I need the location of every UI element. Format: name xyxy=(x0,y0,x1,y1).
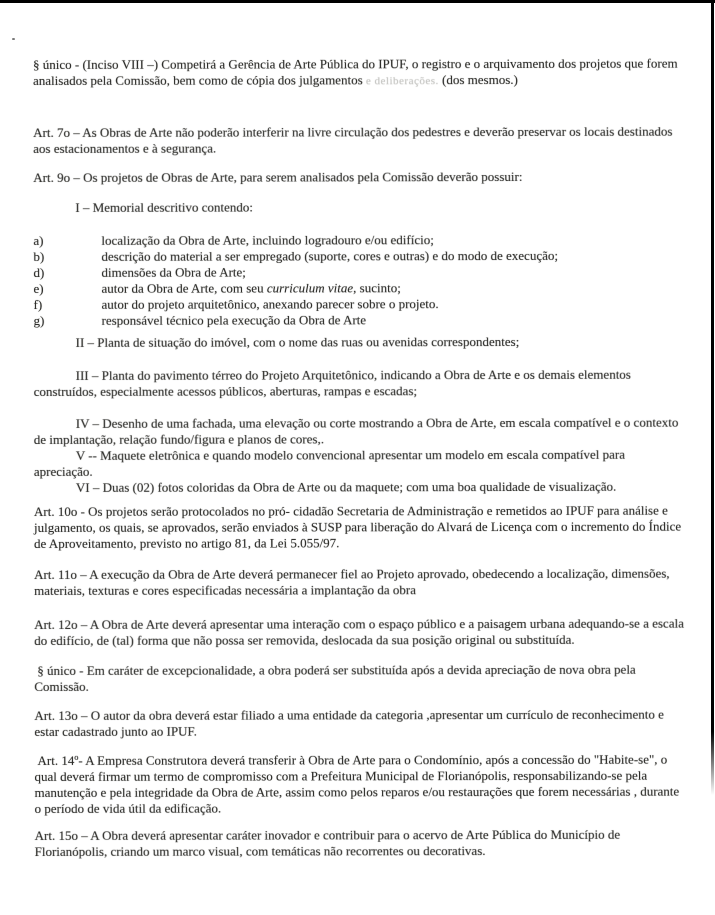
list-item-label: a) xyxy=(33,232,44,248)
paragraph-art-12: Art. 12o – A Obra de Arte deverá apresentar uma interação com o espaço público e a paisagem urbana adequando-se a escala do edifício, de (tal) forma que não possa ser removida, deslocada da sua posição original ou substituída. xyxy=(34,615,684,648)
list-item-a xyxy=(33,232,685,249)
list-item-g xyxy=(34,312,686,329)
scan-artifact-speck xyxy=(12,38,15,40)
list-item-text: autor do projeto arquitetônico, anexando parecer sobre o projeto. xyxy=(101,296,439,312)
paragraph-art-9: Art. 9o – Os projetos de Obras de Arte, para serem analisados pela Comissão deverão possuir: xyxy=(33,168,523,185)
scan-artifact-right-border xyxy=(711,0,714,795)
paragraph-text: (dos mesmos.) xyxy=(438,71,518,88)
list-item-label: g) xyxy=(33,312,45,328)
curriculum-vitae-italic: curriculum vitae xyxy=(266,280,354,296)
inciso-vi-fotos: VI – Duas (02) fotos coloridas da Obra de Arte ou da maquete; com uma boa qualidade de visualização. xyxy=(75,478,617,495)
scan-artifact-top-border xyxy=(0,0,715,3)
inciso-ii-planta-situacao: II – Planta de situação do imóvel, com o nome das ruas ou avenidas correspondentes; xyxy=(75,333,520,350)
list-item-label: b) xyxy=(33,248,45,264)
list-item-label: f) xyxy=(33,296,43,312)
memorial-item-list xyxy=(33,232,685,329)
faded-annotation: e deliberações. xyxy=(365,75,439,88)
paragraph-text: § único - (Inciso VIII –) Competirá a Gerência de Arte Pública do IPUF, o registro e o arquivamento dos projetos que forem analisados pela Comissão, bem como de cópia dos julgamentos xyxy=(33,55,678,88)
paragraph-art-13: Art. 13o – O autor da obra deverá estar filiado a uma entidade da categoria ,apresentar um currículo de reconhecimento e estar cadastrado junto ao IPUF. xyxy=(34,706,664,739)
list-item-text: dimensões da Obra de Arte; xyxy=(101,264,246,280)
list-item-d xyxy=(33,264,685,281)
list-item-text-pre: autor da Obra de Arte, com seu xyxy=(101,280,267,296)
list-item-b xyxy=(33,248,685,265)
list-item-f xyxy=(34,296,686,313)
paragraph-art-10: Art. 10o - Os projetos serão protocolados no pró- cidadão Secretaria de Administração e remetidos ao IPUF para análise e julgamento, os quais, se aprovados, serão enviados à SUSP para liberação do Alvará de Licença com o incremento do Índice de Aproveitamento, previsto no artigo 81, da Lei 5.055/97. xyxy=(33,502,682,551)
inciso-iii-planta-pavimento: III – Planta do pavimento térreo do Projeto Arquitetônico, indicando a Obra de Arte e os demais elementos construídos, especialmente acessos públicos, aberturas, rampas e escadas; xyxy=(33,366,631,399)
document-text-body xyxy=(33,56,687,860)
list-item-text: descrição do material a ser empregado (suporte, cores e outras) e do modo de execução; xyxy=(101,247,559,264)
inciso-v-maquete: V -- Maquete eletrônica e quando modelo convencional apresentar um modelo em escala compatível para apreciação. xyxy=(33,446,626,479)
list-item-label: d) xyxy=(33,264,45,280)
paragraph-unico-inciso-viii xyxy=(33,56,685,90)
list-item-e xyxy=(33,280,685,297)
list-item-text xyxy=(101,280,685,297)
paragraph-art-7: Art. 7o – As Obras de Arte não poderão interferir na livre circulação dos pedestres e deverão preservar os locais destinados aos estacionamentos e à segurança. xyxy=(33,123,673,156)
paragraph-unico-art-12: § único - Em caráter de excepcionalidade, a obra poderá ser substituída após a devida apreciação de nova obra pela Comissão. xyxy=(34,661,636,694)
paragraph-art-15: Art. 15o – A Obra deverá apresentar caráter inovador e contribuir para o acervo de Arte Pública do Município de Florianópolis, criando um marco visual, com temáticas não recorrentes ou decorativas. xyxy=(34,826,621,859)
list-item-label: e) xyxy=(33,280,44,296)
paragraph-art-11: Art. 11o – A execução da Obra de Arte deverá permanecer fiel ao Projeto aprovado, obedecendo a localização, dimensões, materiais, texturas e cores especificadas necessária a implantação da obra xyxy=(34,565,670,598)
inciso-i-memorial: I – Memorial descritivo contendo: xyxy=(75,199,253,215)
list-item-text-post: , sucinto; xyxy=(353,280,401,296)
list-item-text: localização da Obra de Arte, incluindo logradouro e/ou edifício; xyxy=(101,232,434,248)
paragraph-art-14: Art. 14º- A Empresa Construtora deverá transferir à Obra de Arte para o Condomínio, após a concessão do "Habite-se", o qual deverá firmar um termo de compromisso com a Prefeitura Municipal de Florianópolis, responsabilizando-se pela manutenção e pela integridade da Obra de Arte, assim como pelos reparos e/ou restaurações que forem necessárias , durante o período de vida útil da edificação. xyxy=(34,751,680,816)
list-item-text: responsável técnico pela execução da Obra de Arte xyxy=(101,312,367,328)
inciso-iv-desenho-fachada: IV – Desenho de uma fachada, uma elevação ou corte mostrando a Obra de Arte, em escala compatível e o contexto de implantação, relação fundo/figura e planos de cores,. xyxy=(33,414,679,447)
